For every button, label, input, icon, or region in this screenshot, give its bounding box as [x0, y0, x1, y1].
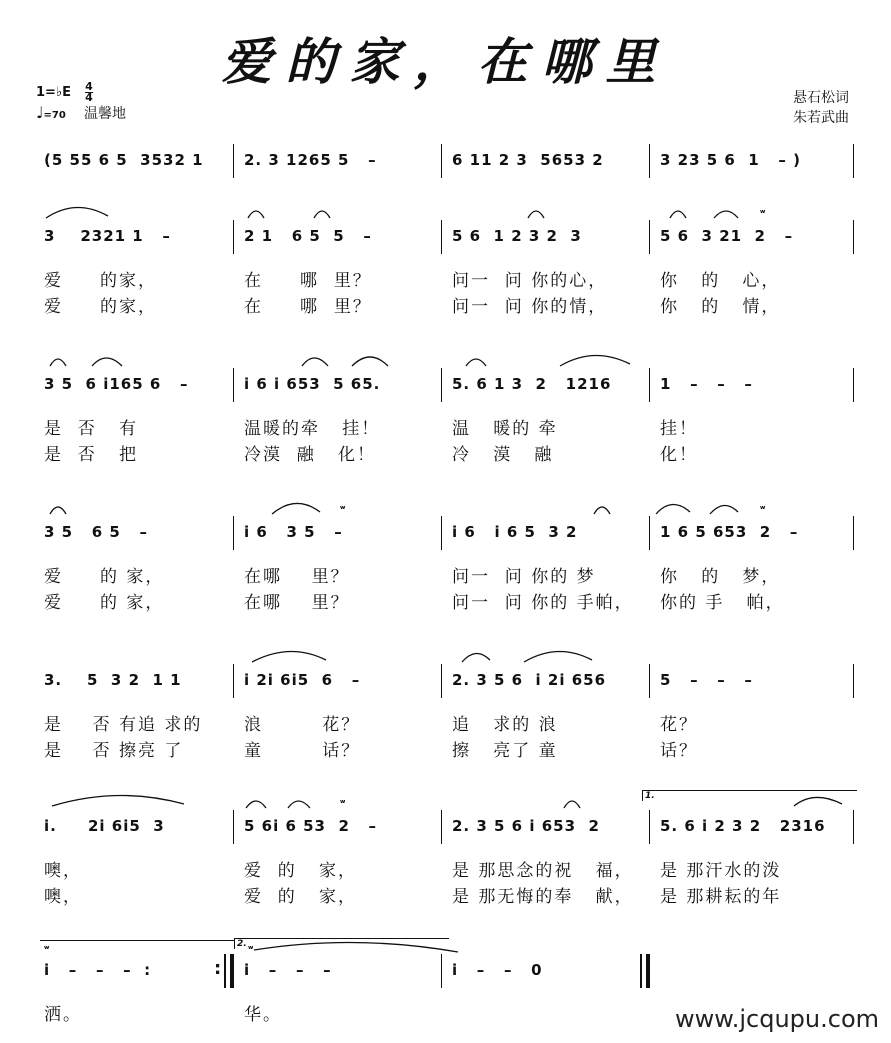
barline	[853, 810, 855, 844]
measure: 2. 3 5 6 i 2i 656	[442, 660, 650, 700]
measure: i – – – : :	[34, 950, 234, 990]
measure: 5 6 3 21 2 –	[650, 216, 854, 256]
lyrics-verse-2: 噢， 爱 的 家， 是 那无悔的奉 献， 是 那耕耘的年	[44, 887, 782, 907]
system-6	[34, 791, 854, 910]
key-signature: 1=♭E	[36, 85, 71, 100]
lyrics-verse-2: 爱 的 家， 在哪 里？ 问一 问 你的 手帕， 你的 手 帕，	[44, 593, 785, 613]
system-3	[34, 364, 854, 468]
system-2	[34, 209, 854, 320]
measure: 1 – – –	[650, 364, 854, 404]
measure: 5 6i 6 53 2 –	[234, 806, 442, 846]
barline	[853, 220, 855, 254]
quarter-note-icon: ♩	[36, 103, 44, 122]
lyrics-verse-1: 是 否 有追 求的 浪 花？ 追 求的 浪 花？	[44, 715, 698, 735]
volta-line-1-continued	[40, 940, 234, 941]
time-signature: $\frac{4}{4}$	[85, 80, 93, 104]
measure: 2. 3 5 6 i 653 2	[442, 806, 650, 846]
song-title: 爱的家，在哪里	[221, 32, 670, 91]
lyrics-verse-1: 是 否 有 温暖的牵 挂！ 温 暖的 牵 挂！	[44, 419, 698, 439]
barline	[853, 516, 855, 550]
measure: i. 2i 6i5 3	[34, 806, 234, 846]
measure: i 2i 6i5 6 –	[234, 660, 442, 700]
staff	[34, 364, 854, 404]
measure: 6 11 2 3 5653 2	[442, 140, 650, 180]
final-barline	[646, 954, 650, 988]
barline	[853, 368, 855, 402]
expression-marking: 温馨地	[83, 106, 126, 122]
credits	[793, 88, 849, 128]
measure: 5. 6 i 2 3 2 2316	[650, 806, 854, 846]
measure: 3 2321 1 –	[34, 216, 234, 256]
lyrics-verse-1: 噢， 爱 的 家， 是 那思念的祝 福， 是 那汗水的泼	[44, 861, 782, 881]
measure: 3 5 6 i165 6 –	[34, 364, 234, 404]
staff	[34, 216, 854, 256]
system-5	[34, 660, 854, 764]
staff	[34, 512, 854, 552]
system-1	[34, 140, 854, 180]
measure: 5 – – –	[650, 660, 854, 700]
measure: (5 55 6 5 3532 1	[34, 140, 234, 180]
volta-bracket-2: 2.	[234, 938, 449, 949]
staff	[34, 660, 854, 700]
svg-text:ʷ: ʷ	[44, 945, 50, 954]
measure: 2 1 6 5 5 –	[234, 216, 442, 256]
measure: 3 23 5 6 1 – )	[650, 140, 854, 180]
measure: i 6 3 5 –	[234, 512, 442, 552]
measure: i 6 i 6 5 3 2	[442, 512, 650, 552]
lyrics-verse-2: 爱 的家， 在 哪 里？ 问一 问 你的情， 你 的 情，	[44, 297, 781, 317]
staff	[34, 806, 854, 846]
measure: i 6 i 653 5 65.	[234, 364, 442, 404]
measure: 2. 3 1265 5 –	[234, 140, 442, 180]
lyrics-verse-1: 洒。 华。	[44, 1005, 282, 1025]
svg-text:ʷ: ʷ	[340, 505, 346, 515]
staff	[34, 950, 854, 990]
measure: 5 6 1 2 3 2 3	[442, 216, 650, 256]
score-meta	[36, 82, 126, 125]
measure: i – – –	[234, 950, 442, 990]
lyrics-verse-1: 爱 的 家， 在哪 里？ 问一 问 你的 梦 你 的 梦，	[44, 567, 781, 587]
measure: 3 5 6 5 –	[34, 512, 234, 552]
system-4	[34, 505, 854, 616]
barline	[853, 664, 855, 698]
lyrics-verse-2: 是 否 擦亮 了 童 话？ 擦 亮了 童 话？	[44, 741, 698, 761]
lyrics-verse-2: 是 否 把 冷漠 融 化！ 冷 漠 融 化！	[44, 445, 698, 465]
measure: i – – 0	[442, 950, 650, 990]
tempo-marking: ♩=70 温馨地	[36, 103, 126, 122]
staff	[34, 140, 854, 180]
svg-text:ʷ: ʷ	[248, 945, 254, 954]
volta-bracket-1: 1.	[642, 790, 857, 801]
measure: 3. 5 3 2 1 1	[34, 660, 234, 700]
svg-text:ʷ: ʷ	[760, 505, 766, 515]
barline	[853, 144, 855, 178]
svg-text:ʷ: ʷ	[340, 799, 346, 809]
lyrics-verse-1: 爱 的家， 在 哪 里？ 问一 问 你的心， 你 的 心，	[44, 271, 781, 291]
composer: 朱若武曲	[793, 110, 849, 126]
measure: 5. 6 1 3 2 1216	[442, 364, 650, 404]
site-watermark: www.jcqupu.com	[675, 1005, 879, 1033]
measure: 1 6 5 653 2 –	[650, 512, 854, 552]
svg-text:ʷ: ʷ	[760, 209, 766, 219]
lyricist: 悬石松词	[793, 90, 849, 106]
